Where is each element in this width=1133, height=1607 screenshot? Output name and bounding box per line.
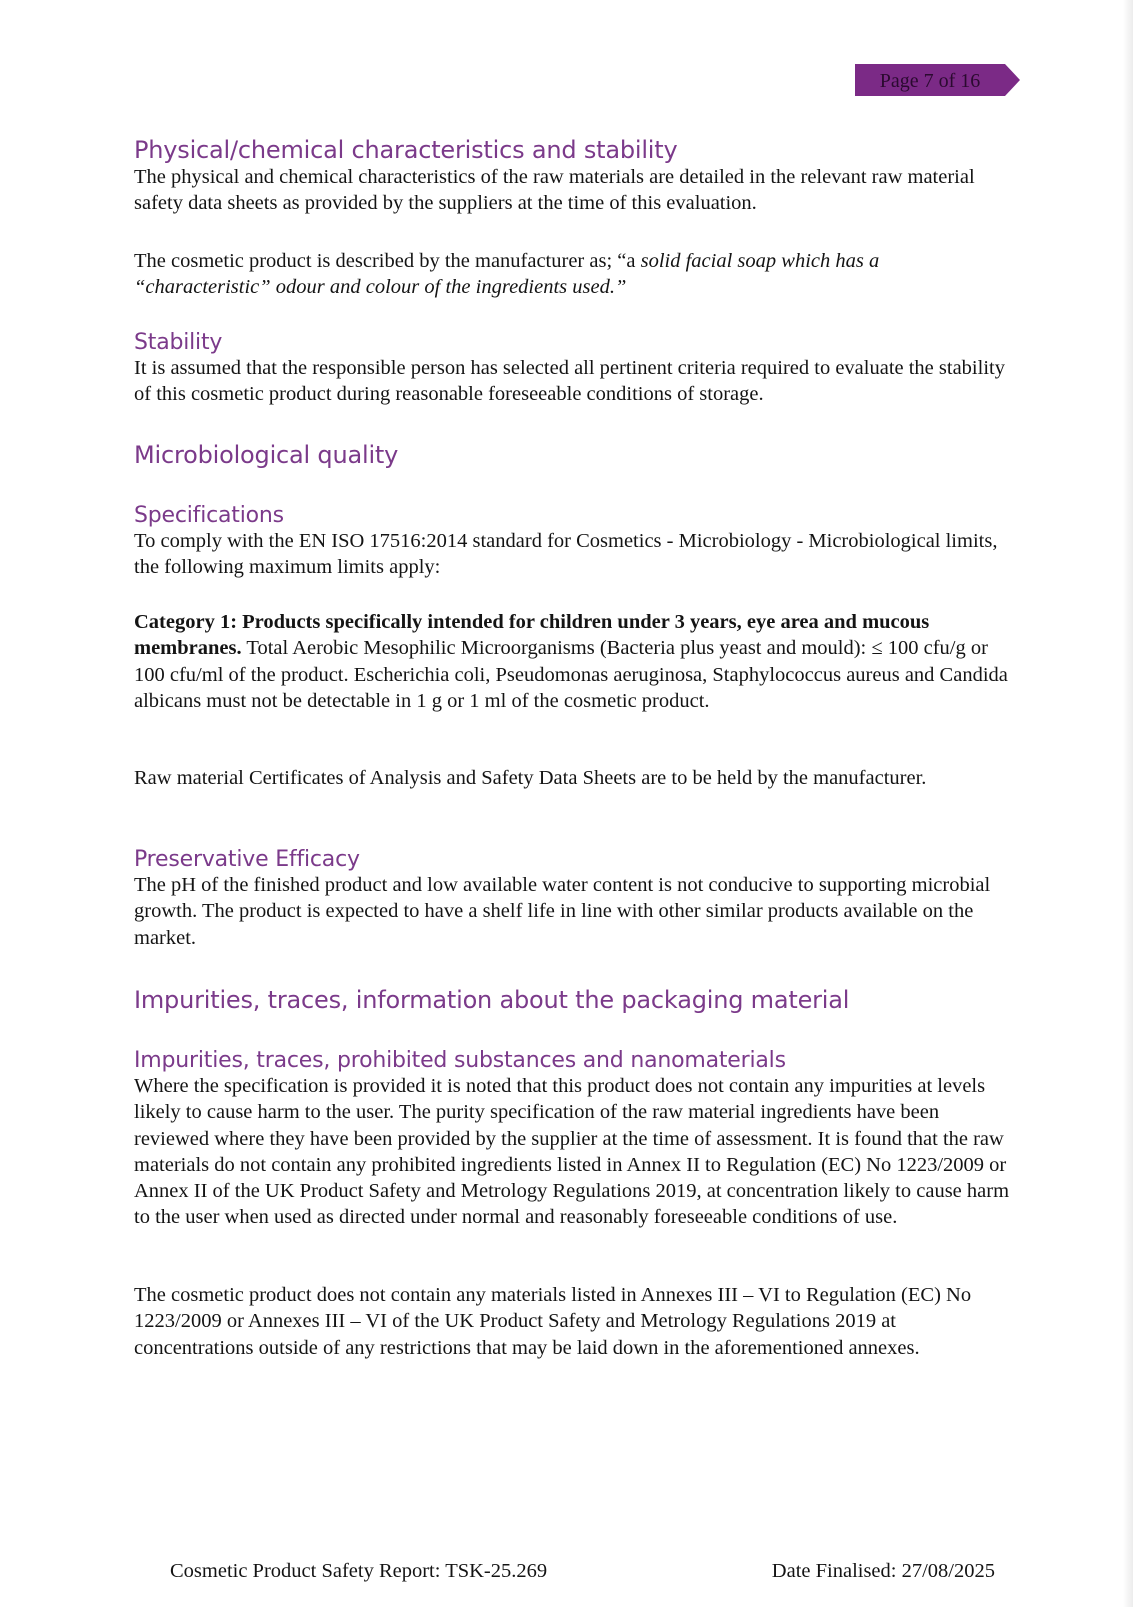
micro-heading: Microbiological quality (134, 441, 399, 469)
stability-heading: Stability (134, 330, 223, 355)
section-micro (134, 441, 1014, 469)
specifications-heading: Specifications (134, 503, 284, 528)
page-edge-shadow (1123, 0, 1133, 1607)
page-number-label: Page 7 of 16 (879, 70, 981, 92)
section-preservative (134, 847, 1014, 951)
impurities-heading: Impurities, traces, information about the packaging material (134, 986, 850, 1014)
physchem-paragraph-1: The physical and chemical characteristics of the raw materials are detailed in the relevant raw material safety data sheets as provided by the suppliers at the time of this evaluation. (134, 166, 975, 215)
category-1-rest: Total Aerobic Mesophilic Microorganisms (Bacteria plus yeast and mould): ≤ 100 cfu/g or 100 cfu/ml of the product. Escherichia coli, Pseudomonas aeruginosa, Staphylococcus aureus and Candida albicans must not be detectable in 1 g or 1 ml of the cosmetic product. (134, 637, 1008, 712)
impurities-paragraph-2: The cosmetic product does not contain any materials listed in Annexes III – VI to Regulation (EC) No 1223/2009 or Annexes III – VI of the UK Product Safety and Metrology Regulations 2019 at concentrations outside of any restrictions that may be laid down in the aforementioned annexes. (134, 1284, 972, 1359)
physchem-p2-prefix: The cosmetic product is described by the manufacturer as; “a (134, 250, 641, 272)
section-impurities-sub (134, 1048, 1014, 1231)
footer-report-id: Cosmetic Product Safety Report: TSK-25.269 (170, 1560, 548, 1582)
specifications-paragraph: To comply with the EN ISO 17516:2014 standard for Cosmetics - Microbiology - Microbiological limits, the following maximum limits apply: (134, 530, 998, 579)
preservative-paragraph: The pH of the finished product and low available water content is not conducive to supporting microbial growth. The product is expected to have a shelf life in line with other similar products available on the market. (134, 874, 991, 949)
section-stability (134, 330, 1014, 408)
category-1-paragraph (134, 609, 1014, 714)
physchem-paragraph-2 (134, 248, 1014, 301)
preservative-heading: Preservative Efficacy (134, 847, 360, 872)
impurities-paragraph-2-block (134, 1282, 1014, 1361)
section-impurities (134, 986, 1014, 1014)
stability-paragraph: It is assumed that the responsible person has selected all pertinent criteria required to evaluate the stability of this cosmetic product during reasonable foreseeable conditions of storage. (134, 357, 1005, 406)
impurities-subheading: Impurities, traces, prohibited substances and nanomaterials (134, 1048, 786, 1073)
page-number-tab (855, 64, 1020, 96)
impurities-paragraph-1: Where the specification is provided it is noted that this product does not contain any impurities at levels likely to cause harm to the user. The purity specification of the raw material ingredients have been reviewed where they have been provided by the supplier at the time of assessment. It is found that the raw materials do not contain any prohibited ingredients listed in Annex II to Regulation (EC) No 1223/2009 or Annex II of the UK Product Safety and Metrology Regulations 2019, at concentration likely to cause harm to the user when used as directed under normal and reasonably foreseeable conditions of use. (134, 1075, 1010, 1229)
footer-date: Date Finalised: 27/08/2025 (771, 1560, 995, 1582)
section-physchem (134, 136, 1014, 217)
physchem-heading: Physical/chemical characteristics and stability (134, 136, 678, 164)
section-specifications (134, 503, 1014, 581)
raw-material-text: Raw material Certificates of Analysis and Safety Data Sheets are to be held by the manufacturer. (134, 767, 927, 789)
physchem-p2-italic: solid facial soap which has a “characteristic” odour and colour of the ingredients used.” (134, 250, 880, 299)
category-1-bold: Category 1: Products specifically intended for children under 3 years, eye area and mucous membranes. (134, 611, 930, 660)
raw-material-paragraph (134, 765, 1014, 791)
